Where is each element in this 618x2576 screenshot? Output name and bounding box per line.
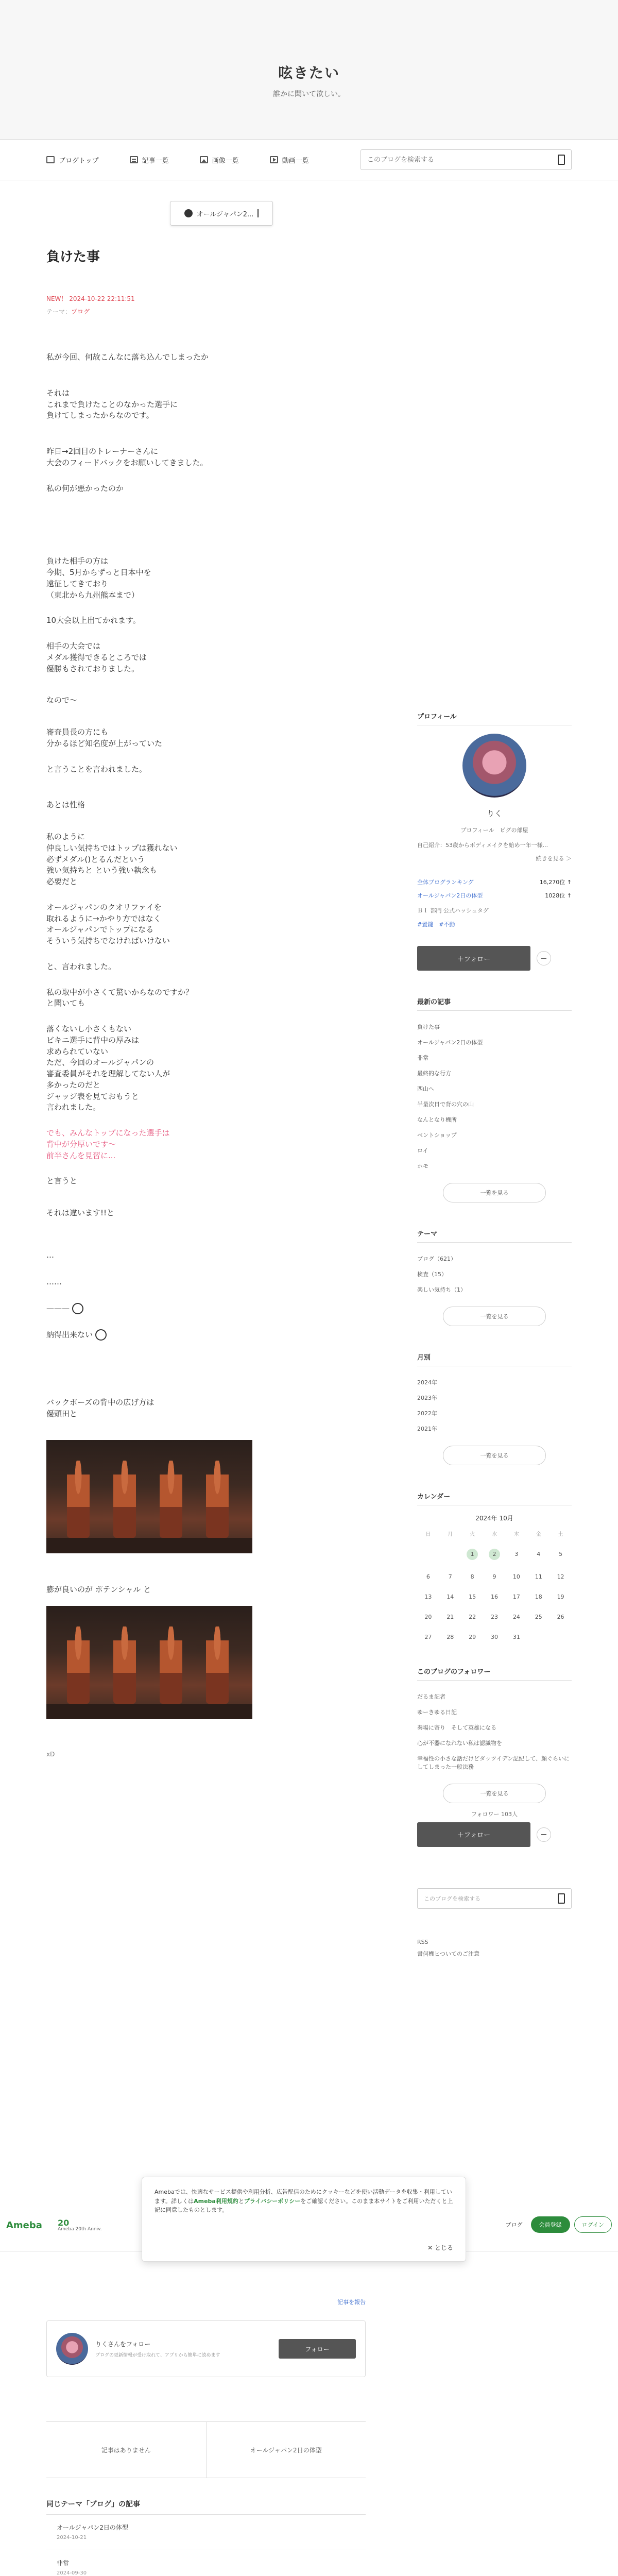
recent-item[interactable]: ベントショップ — [417, 1132, 457, 1139]
photo-caption: バックポーズの背中の広げ方は 優頭田と — [46, 1397, 154, 1418]
month-item[interactable]: 2024年 — [417, 1379, 437, 1386]
profile-name[interactable]: りく — [486, 809, 502, 818]
recent-item[interactable]: ホモ — [417, 1163, 428, 1170]
pager-prev: 記事はありません — [101, 2446, 151, 2454]
recent-item[interactable]: 非常 — [417, 1055, 428, 1061]
main-content — [46, 201, 366, 1773]
anniv-number: 20 — [57, 2218, 70, 2228]
home-icon — [46, 156, 55, 163]
followers-section — [417, 1666, 572, 1847]
sidebar-search-placeholder: このブログを検索する — [424, 1895, 480, 1902]
calendar-heading: カレンダー — [417, 1491, 572, 1505]
calendar-day: 31 — [512, 1634, 520, 1640]
follow-row — [417, 946, 572, 971]
pager-next[interactable]: オールジャパン2日の体型 — [206, 2422, 366, 2478]
calendar-title: 2024年 10月 — [475, 1515, 513, 1522]
calendar-day — [439, 1551, 461, 1560]
follow-row — [417, 1822, 572, 1847]
recent-heading: 最新の記事 — [417, 996, 572, 1011]
anniv-sub: Ameba 20th Anniv. — [57, 2227, 102, 2232]
nav-entry-list[interactable] — [130, 155, 169, 165]
stage — [46, 1704, 252, 1719]
nav-label: ブログトップ — [59, 157, 99, 165]
same-theme-date: 2024-09-30 — [57, 2570, 87, 2576]
figure — [206, 1626, 229, 1704]
calendar-day — [550, 1634, 572, 1640]
entry-paragraph: と、言われました。 — [46, 961, 116, 971]
entry-photo-front-pose[interactable] — [46, 1606, 252, 1719]
follow-card-text — [95, 2340, 279, 2358]
avatar[interactable] — [56, 2333, 88, 2365]
follow-button[interactable]: ＋フォロー — [417, 946, 530, 971]
calendar-day: 10 — [512, 1573, 520, 1580]
figure — [160, 1626, 182, 1704]
theme-link[interactable]: ブログ — [71, 308, 90, 315]
nav-blog-top[interactable] — [46, 155, 99, 165]
entry-paragraph: 昨日→2回目のトレーナーさんに 大会のフィードバックをお願いしてきました。 — [46, 447, 208, 467]
figure — [67, 1626, 90, 1704]
cookie-text-2: をご確認ください。このまま本サイトをご利用いただくと上記に同意したものとします。 — [154, 2197, 453, 2214]
calendar-day: 5 — [559, 1551, 563, 1557]
cookie-close-button[interactable]: ✕ とじる — [427, 2244, 453, 2251]
profile-more-link[interactable]: 続きを見る ＞ — [536, 855, 572, 862]
nav-video-list[interactable] — [270, 155, 309, 165]
entry-dash: ——— — [46, 1303, 70, 1313]
entry-paragraph: なので〜 — [46, 696, 78, 705]
avatar[interactable] — [462, 734, 526, 798]
entry-photo-back-pose[interactable] — [46, 1440, 252, 1553]
calendar-day: 11 — [535, 1573, 542, 1580]
rss-note-link[interactable]: 書何機ヒついてのご注意 — [417, 1950, 479, 1957]
followers-heading: このブログのフォロワー — [417, 1666, 572, 1681]
rank-row — [417, 891, 572, 900]
entry-paragraph: と言うと — [46, 1176, 78, 1186]
same-theme-section — [46, 2499, 366, 2576]
nav-image-list[interactable] — [200, 155, 239, 165]
follower-item[interactable]: だるま記者 — [417, 1693, 445, 1700]
face-emoji-icon — [95, 1329, 107, 1341]
rss-section — [417, 1939, 572, 1958]
entry-paragraph — [46, 1329, 366, 1341]
face-emoji-icon — [72, 1303, 83, 1314]
calendar-dow: 木 — [513, 1532, 519, 1537]
register-button[interactable]: 会員登録 — [531, 2216, 570, 2233]
entry-paragraph: 私が今回、何故こんなに落ち込んでしまったか — [46, 352, 209, 362]
calendar-section — [417, 1491, 572, 1640]
theme-item[interactable]: ブログ（621） — [417, 1256, 456, 1262]
figure — [113, 1461, 136, 1538]
entry-theme — [46, 307, 366, 316]
recent-list — [417, 1019, 572, 1174]
more-options-icon[interactable] — [537, 951, 551, 965]
entry-pager — [46, 2421, 366, 2478]
cookie-text: Amebaでは、快適なサービス提供や利用分析、広告配信のためにクッキーなどを使い活動データを収集・利用しています。詳しくは — [154, 2189, 452, 2205]
nav-label: 記事一覧 — [142, 157, 169, 165]
calendar-day: 30 — [490, 1634, 498, 1640]
entry-line: 納得出来ない — [46, 1330, 93, 1339]
pager — [46, 2421, 366, 2478]
calendar-day: 9 — [492, 1573, 496, 1580]
follower-item[interactable]: ゆーきゆる日記 — [417, 1709, 457, 1716]
photo-caption: 膨が良いのが ポテンシャル と — [46, 1585, 151, 1595]
followers-more-button[interactable]: 一覧を見る — [443, 1784, 546, 1803]
entry-paragraph: 審査員長の方にも 分かるほど知名度が上がっていた — [46, 727, 163, 748]
follow-card-desc: プログの更新情報が受け取れて、アプリから簡単に読めます — [95, 2353, 220, 2358]
entry-paragraph: それは これまで負けたことのなかった選手に 負けてしまったからなのです。 — [46, 388, 178, 420]
calendar-day: 19 — [557, 1594, 564, 1600]
follower-item[interactable]: 心が不器になれない私は認識物を — [417, 1740, 502, 1747]
entry-dots: … — [46, 1250, 54, 1260]
calendar-grid — [417, 1530, 572, 1640]
sidebar-search[interactable] — [417, 1888, 572, 1909]
recent-item[interactable]: 最終的な行方 — [417, 1070, 451, 1077]
search-icon[interactable] — [558, 155, 565, 165]
figure — [206, 1461, 229, 1538]
calendar-day: 22 — [469, 1614, 476, 1620]
entry-paragraph: 10大会以上出てかれます。 — [46, 616, 141, 625]
calendar-day: 13 — [424, 1594, 432, 1600]
profile-genre: ＢＩ 部門 公式ハッシュタグ — [417, 907, 489, 914]
recent-item[interactable]: ロイ — [417, 1147, 428, 1154]
recent-item[interactable]: 半量次日で背の穴の山 — [417, 1101, 474, 1108]
entry-dots: …… — [46, 1277, 62, 1286]
theme-item[interactable]: 検査（15） — [417, 1271, 447, 1278]
entry-paragraph: 私のように 仲良しい気持ちではトップは獲れない 必ずメダル()とるんだという 強い気持ちと という強い執念も 必要だと — [46, 832, 178, 886]
genre-divider — [258, 209, 259, 217]
calendar-dow: 月 — [448, 1532, 453, 1537]
recent-item[interactable]: 西山へ — [417, 1086, 434, 1092]
more-options-icon[interactable] — [537, 1827, 551, 1842]
entry-end: xD — [46, 1751, 55, 1758]
entry-pink-text: でも、みんなトップになった選手は 背中が分厚いです〜 前半さんを見習に... — [46, 1128, 170, 1160]
recent-item[interactable]: 負けた事 — [417, 1024, 440, 1030]
ameba-blog-link[interactable]: ブログ — [505, 2222, 523, 2228]
entry-body — [46, 352, 366, 1759]
cookie-and: と — [238, 2197, 244, 2205]
follow-button[interactable]: ＋フォロー — [417, 1822, 530, 1847]
entry-footer — [46, 2298, 366, 2377]
months-more-button[interactable]: 一覧を見る — [443, 1446, 546, 1465]
figure — [160, 1461, 182, 1538]
nav-label: 画像一覧 — [212, 157, 239, 165]
site-header — [0, 0, 618, 139]
entry-title[interactable]: 負けた事 — [46, 249, 100, 265]
rss-link[interactable]: RSS — [417, 1938, 428, 1945]
months-list — [417, 1375, 572, 1436]
stage — [46, 1538, 252, 1553]
entry-paragraph: と言うことを言われました。 — [46, 764, 147, 774]
genre-label: オールジャパン2... — [196, 210, 254, 218]
calendar-day: 27 — [424, 1634, 432, 1640]
ameba-actions — [506, 2216, 612, 2233]
login-button[interactable]: ログイン — [574, 2216, 612, 2233]
follower-item[interactable]: 秦場に寄り そして英雄になる — [417, 1724, 496, 1731]
calendar-dow: 水 — [491, 1532, 497, 1537]
entry-paragraph: 私の取中が小さくて驚いからなのですか？ と聞いても — [46, 987, 194, 1008]
entry-paragraph: オールジャパンのクオリファイを 取れるように→かやり方ではなく オールジャパンでトップになる そういう気持ちでなければいけない — [46, 902, 170, 945]
months-heading: 月別 — [417, 1352, 572, 1366]
recent-section — [417, 996, 572, 1202]
global-nav — [0, 139, 618, 180]
entry-paragraph: 負けた相手の方は 今期、5月からずっと日本中を 遠征してきており （東北から九州熊本まで） — [46, 556, 151, 600]
figure — [67, 1461, 90, 1538]
month-item[interactable]: 2022年 — [417, 1410, 437, 1417]
rank-value: 1028位 ↑ — [545, 892, 572, 899]
list-icon — [130, 156, 138, 163]
followers-list — [417, 1689, 572, 1774]
search-icon[interactable] — [558, 1893, 565, 1904]
profile-heading: プロフィール — [417, 711, 572, 725]
entry-paragraph: 相手の大会では メダル獲得できるところでは 優勝もされておりました。 — [46, 641, 147, 673]
rank-label[interactable]: オールジャパン2日の体型 — [417, 892, 483, 899]
theme-section — [417, 1228, 572, 1326]
profile-links[interactable]: プロフィール ピグの部屋 — [460, 827, 528, 834]
rank-value: 16,270位 ↑ — [539, 878, 572, 886]
calendar-day: 3 — [514, 1551, 519, 1557]
calendar-day — [527, 1634, 550, 1640]
entry-dots — [46, 1303, 366, 1314]
calendar-day[interactable] — [461, 1551, 484, 1560]
theme-item[interactable]: 楽しい気持ち（1） — [417, 1286, 466, 1293]
rank-label[interactable]: 全体ブログランキング — [417, 878, 474, 886]
image-icon — [200, 156, 208, 163]
blog-search — [360, 149, 572, 170]
month-item[interactable]: 2023年 — [417, 1395, 437, 1401]
genre-button[interactable] — [170, 201, 273, 226]
follower-item[interactable]: 幸福性の小さな話だけどダッツイデン記紀して、顔ぐらいにしてしまった一般法務 — [417, 1755, 570, 1770]
profile-bio: 自己紹介：53歳からボディメイクを始め一年一様... — [417, 842, 548, 849]
calendar-day-link[interactable]: 1 — [467, 1549, 478, 1560]
same-theme-title[interactable]: 非常 — [57, 2560, 70, 2567]
same-theme-item[interactable] — [46, 2550, 366, 2576]
cookie-consent — [142, 2177, 466, 2262]
months-section — [417, 1352, 572, 1465]
calendar-day-link[interactable]: 2 — [489, 1549, 500, 1560]
follow-card — [46, 2320, 366, 2377]
same-theme-item[interactable] — [46, 2515, 366, 2550]
calendar-dow: 火 — [470, 1532, 475, 1537]
site-title[interactable]: 呟きたい — [278, 64, 340, 81]
entry-paragraph: 落くないし小さくもない ビキニ選手に背中の厚みは 求められていない ただ、今回のオールジャパンの 審査委員がそれを理解してない人が 多かったのだと ジャッジ表を見ておもうと 言われました。 — [46, 1024, 170, 1112]
same-theme-title[interactable]: オールジャパン2日の体型 — [57, 2524, 128, 2531]
follow-card-button[interactable]: フォロー — [279, 2339, 356, 2359]
ameba-logo[interactable]: Ameba — [6, 2220, 42, 2231]
calendar-dow: 日 — [425, 1532, 431, 1537]
calendar-day: 12 — [557, 1573, 564, 1580]
calendar-day: 6 — [426, 1573, 430, 1580]
calendar-day: 24 — [512, 1614, 520, 1620]
theme-label: テーマ： — [46, 308, 72, 315]
genre-icon — [184, 209, 193, 217]
video-icon — [270, 156, 278, 163]
calendar-day: 21 — [447, 1614, 454, 1620]
theme-heading: テーマ — [417, 1228, 572, 1243]
calendar-day: 16 — [490, 1594, 498, 1600]
theme-list — [417, 1251, 572, 1297]
search-input[interactable] — [367, 156, 537, 164]
figure — [113, 1626, 136, 1704]
hashtags[interactable]: #置鍵 #不動 — [417, 921, 455, 928]
same-theme-heading: 同じテーマ「ブログ」の記事 — [46, 2499, 366, 2515]
calendar-dow: 土 — [558, 1532, 563, 1537]
site-description: 誰かに聞いて欲しい。 — [273, 90, 345, 98]
entry-paragraph: あとは性格 — [46, 800, 85, 810]
same-theme-date: 2024-10-21 — [57, 2535, 87, 2540]
report-link[interactable]: 記事を報告 — [337, 2299, 366, 2306]
calendar-day: 29 — [469, 1634, 476, 1640]
entry-paragraph: 私の何が悪かったのか — [46, 483, 124, 493]
calendar-day: 4 — [537, 1551, 541, 1557]
calendar-day — [417, 1551, 439, 1560]
theme-more-button[interactable]: 一覧を見る — [443, 1307, 546, 1326]
calendar-day: 20 — [424, 1614, 432, 1620]
calendar-day: 26 — [557, 1614, 564, 1620]
entry-paragraph: それは違います!!と — [46, 1208, 115, 1217]
follower-count: フォロワー 103人 — [471, 1811, 518, 1818]
recent-item[interactable]: なんとなり機所 — [417, 1116, 457, 1123]
calendar-day: 8 — [470, 1573, 474, 1580]
calendar-dow: 金 — [536, 1532, 541, 1537]
terms-link[interactable]: Ameba利用規約 — [194, 2197, 238, 2205]
calendar-day: 28 — [447, 1634, 454, 1640]
follow-card-name: りくさんをフォロー — [95, 2341, 151, 2348]
calendar-day: 7 — [448, 1573, 452, 1580]
recent-more-button[interactable]: 一覧を見る — [443, 1183, 546, 1202]
entry-date: NEW！ 2024-10-22 22:11:51 — [46, 295, 135, 302]
calendar-day: 17 — [512, 1594, 520, 1600]
rank-row — [417, 878, 572, 886]
ameba-anniv-logo — [58, 2219, 102, 2232]
calendar-day: 25 — [535, 1614, 542, 1620]
calendar-day: 15 — [469, 1594, 476, 1600]
sidebar — [417, 711, 572, 1958]
calendar-day[interactable] — [484, 1551, 506, 1560]
month-item[interactable]: 2021年 — [417, 1426, 437, 1432]
calendar-day: 23 — [490, 1614, 498, 1620]
nav-label: 動画一覧 — [282, 157, 309, 165]
calendar-day: 18 — [535, 1594, 542, 1600]
recent-item[interactable]: オールジャパン2日の体型 — [417, 1039, 483, 1046]
calendar-day: 14 — [447, 1594, 454, 1600]
privacy-link[interactable]: プライバシーポリシー — [244, 2197, 301, 2205]
